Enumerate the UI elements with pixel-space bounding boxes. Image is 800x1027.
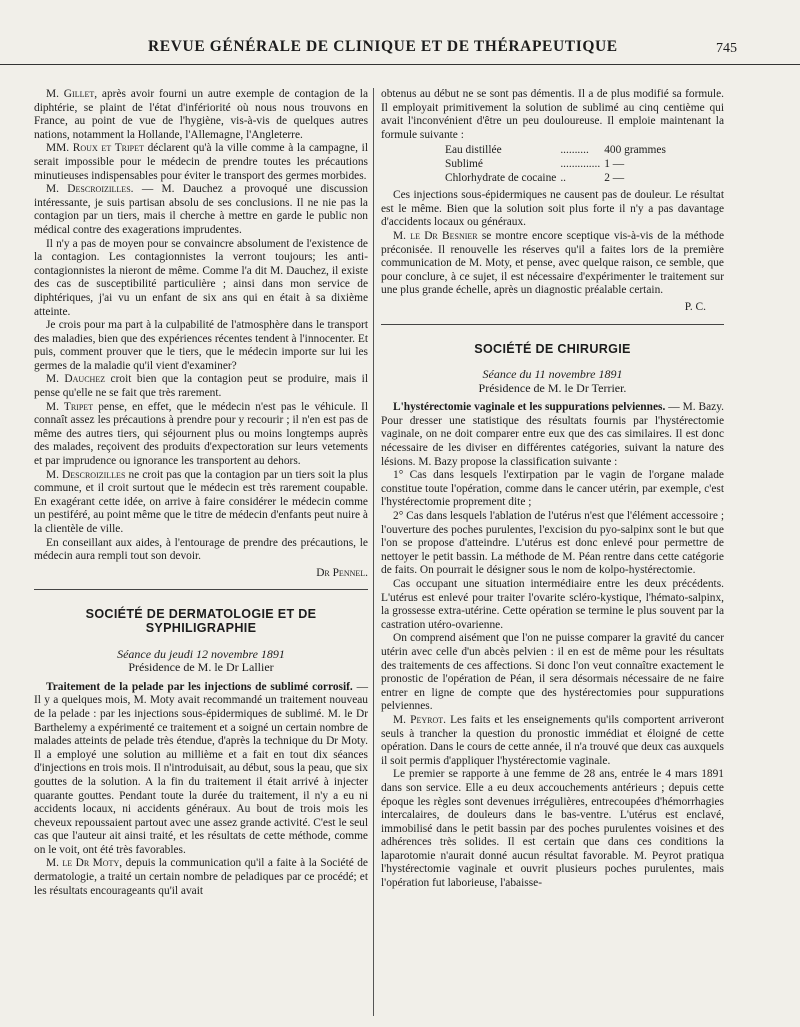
paragraph bbox=[381, 714, 724, 768]
right-column bbox=[381, 88, 724, 891]
speaker-name: M. Dauchez bbox=[46, 373, 106, 386]
session-date: Séance du 11 novembre 1891 bbox=[482, 367, 623, 382]
leader-dots: .. bbox=[560, 171, 567, 184]
paragraph: obtenus au début ne se sont pas démentis. Il a de plus modifié sa formule. Il employait primitivement la solution de sublimé au cinq centième qui avait l'inconvénient d'être un peu douloureuse. Il emploie maintenant la formule suivante : bbox=[381, 88, 724, 141]
ingredient-qty: 400 grammes bbox=[604, 144, 666, 157]
paragraph: En conseillant aux aides, à l'entourage de prendre des précautions, le médecin aura rempli tout son devoir. bbox=[34, 536, 368, 563]
ingredient-name: Chlorhydrate de cocaine bbox=[445, 171, 557, 184]
speaker-name: M. Gillet bbox=[46, 88, 95, 100]
paragraph bbox=[34, 469, 368, 537]
section-rule bbox=[34, 589, 368, 590]
paragraph: Il n'y a pas de moyen pour se convaincre absolument de l'existence de la contagion. Les contagionnistes la verront toujours; les anti-contagionnistes la nieront de même. Comme l'a dit M. Dauchez, il existe des cas de susceptibilité particulière ; ainsi dans mon service de diphtériques, j'ai vu un enfant de six ans qui en était à sa dixième atteinte. bbox=[34, 237, 368, 318]
paragraph-text: — M. Bazy. Pour dresser une statistique des résultats fournis par l'hystérectomie vaginale, on ne doit comparer entre eux que des cas similaires. Il est donc nécessaire de les diviser en différentes catégories, suivant la nature des lésions. M. Bazy propose la classification suivante : bbox=[381, 401, 725, 468]
ingredient-name: Eau distillée bbox=[445, 144, 502, 157]
column-divider bbox=[373, 88, 374, 1016]
paragraph: Le premier se rapporte à une femme de 28 ans, entrée le 4 mars 1891 dans son service. Elle a eu deux accouchements antérieurs ; depuis cette époque les règles sont devenues irrégulières, entrecoupées d'hémorrhagies intercalaires, de douleurs dans le bas-ventre. L'utérus est enclavé, immobilisé dans le petit bassin par des poches purulentes voisines et des adhérences très solides. Il est certain que dans ces conditions la laparotomie n'aurait donné aucun résultat favorable. M. Peyrot pratiqua l'hystérectomie vaginale et ouvrit plusieurs poches purulentes, mais l'opération fut laborieuse, l'abaisse- bbox=[381, 768, 724, 890]
paragraph-text: , depuis la communication qu'il a faite à la Société de dermatologie, a traité un certain nombre de peladiques par ce procédé; et les résultats encourageants qu'il avait bbox=[34, 857, 368, 897]
paragraph-text: Les faits et les enseignements qu'ils comportent arriveront seuls à trancher la question du pronostic immédiat et éloigné de cette opération. Dans le cours de cette année, il n'a trouvé que deux cas auxquels il soit permis d'appliquer l'hystérectomie vaginale. bbox=[381, 713, 725, 767]
paragraph bbox=[34, 681, 368, 858]
paragraph: Cas occupant une situation intermédiaire entre les deux précédents. L'utérus est enlevé pour traiter l'ovarite scléro-kystique, l'hémato-salpinx, la grossesse extra-utérine. Cette opération se termine le plus souvent par la castration utéro-ovarienne. bbox=[381, 578, 724, 631]
speaker-name: M. Descroizilles bbox=[46, 468, 126, 481]
paragraph-text: — M. Dauchez a provoqué une discussion intéressante, je suis partisan absolu de ses conclusions. Il ne nie pas la contagion par un tiers, mais il cherche à mettre en garde le public non médical contre des exagerations imprudentes. bbox=[34, 183, 368, 236]
paragraph bbox=[381, 401, 724, 469]
paragraph bbox=[34, 857, 368, 898]
article-lead: Traitement de la pelade par les injections de sublimé corrosif. bbox=[46, 680, 353, 693]
formula-row bbox=[445, 172, 670, 186]
ingredient-qty: 1 — bbox=[604, 157, 625, 170]
formula-row bbox=[445, 158, 670, 172]
paragraph: 2° Cas dans lesquels l'ablation de l'utérus n'est que l'élément accessoire ; l'ouverture des poches purulentes, l'excision du pyo-salpinx sont le but que l'on se propose d'atteindre. L'utérus est donc enlevé pour permettre de nettoyer le petit bassin. La méthode de M. Péan rentre dans cette catégorie de faits. On pourrait le désigner sous le nom de kolpo-hystérectomie. bbox=[381, 510, 724, 577]
left-column bbox=[34, 88, 368, 898]
paragraph-text: pense, en effet, que le médecin n'est pas le véhicule. Il connaît assez les précautions à prendre pour y recourir ; il n'en est pas de même des autres tiers, qui séjournent plus ou moins longtemps auprès des malades, reçoivent des produits d'expectoration sur leurs vetements et par imprudence ou ignorance les transportent au dehors. bbox=[34, 400, 368, 468]
speaker-name: M. Peyrot. bbox=[393, 713, 446, 726]
paragraph: Ces injections sous-épidermiques ne causent pas de douleur. Le résultat est le même. Bien que la solution soit plus forte il n'y a pas davantage d'accidents locaux ou généraux. bbox=[381, 189, 724, 229]
page-header bbox=[0, 30, 800, 65]
paragraph: On comprend aisément que l'on ne puisse comparer la gravité du cancer utérin avec celle d'un abcès pelvien : il en est de même pour les résultats des traitements de ces affections. Si donc l'on veut connaître exactement le pronostic de l'opération de Péan, il sera désormais nécessaire de ne faire entrer en ligne de compte que des hystérectomies pour suppurations pelviennes. bbox=[381, 632, 724, 713]
section-rule bbox=[381, 324, 724, 325]
leader-dots: .............. bbox=[560, 157, 601, 170]
paragraph bbox=[34, 88, 368, 142]
presidency-line: Présidence de M. le Dr Terrier. bbox=[478, 380, 627, 395]
formula-table bbox=[445, 144, 670, 185]
speaker-name: M. Descroizilles. bbox=[46, 183, 134, 196]
signature: P. C. bbox=[684, 300, 706, 313]
paragraph-text: se montre encore sceptique vis-à-vis de la méthode préconisée. Il renouvelle les réserves qu'il a faites lors de la première communication de M. Moty, et pense, avec quelque raison, ce semble, que pour conclure, à ce sujet, il est nécessaire d'expérimenter le traitement sur une plus grande échelle, après un diagnostic préalable certain. bbox=[381, 229, 724, 297]
paragraph-text: déclarent qu'à la ville comme à la campagne, il serait impossible pour le médecin de prendre toutes les précautions minutieuses indispensables pour éviter le transport des germes morbides. bbox=[34, 142, 368, 182]
society-heading: SOCIÉTÉ DE DERMATOLOGIE ET DE SYPHILIGRAPHIE bbox=[85, 607, 317, 635]
speaker-name: M. le Dr Besnier bbox=[393, 229, 478, 242]
paragraph-text: croit bien que la contagion peut se produire, mais il pense qu'elle ne se fait que très rarement. bbox=[34, 373, 368, 400]
speaker-name: M. Tripet bbox=[46, 400, 94, 413]
paragraph bbox=[34, 142, 368, 183]
paragraph bbox=[34, 183, 368, 237]
paragraph-text: — Il y a quelques mois, M. Moty avait recommandé un traitement nouveau de la pelade : par les injections sous-épidermiques de sublimé. M. le Dr Barthelemy a expérimenté ce traitement et a soigné un certain nombre de malades atteints de pelade très étendue, d'après la technique du Dr Moty. Il a employé une solution au millième et a fait en tout dix séances d'injections en trois mois. Il n'introduisait, au début, sous la peau, que six gouttes de la solution. A la fin du traitement il était arrivé à injecter quarante gouttes. Pendant toute la durée du traitement, il n'y a eu ni accidents locaux, ni accidents généraux. Au bout de trois mois les cheveux repoussaient partout avec une assez grande activité. C'est le seul cas que l'auteur ait ainsi traité, et les résultats de cette méthode, comme on le voit, ont été très favorables. bbox=[34, 680, 368, 856]
paragraph bbox=[34, 373, 368, 400]
formula-row bbox=[445, 144, 670, 158]
paragraph: Je crois pour ma part à la culpabilité de l'atmosphère dans le transport des maladies, bien que des expériences récentes tendent à l'innocenter. Et puis, comment prouver que le tiers, que le médecin importe sur lui les germes de la maladie qu'il vient d'examiner? bbox=[34, 319, 368, 372]
session-date: Séance du jeudi 12 novembre 1891 bbox=[117, 646, 285, 661]
speaker-name: MM. Roux et Tripet bbox=[46, 142, 144, 155]
page-number: 745 bbox=[716, 41, 737, 56]
paragraph-text: ne croit pas que la contagion par un tiers soit la plus commune, et il croit surtout que le médecin est très rarement coupable. En exagérant cette idée, on arrive à faire considérer le médecin comme un pestiféré, au point même que le titre de médecin d'enfants peut nuire à la clientèle de ville. bbox=[34, 468, 368, 535]
running-title: REVUE GÉNÉRALE DE CLINIQUE ET DE THÉRAPEUTIQUE bbox=[148, 38, 618, 55]
society-heading: SOCIÉTÉ DE CHIRURGIE bbox=[474, 341, 631, 356]
paragraph-text: , après avoir fourni un autre exemple de contagion de la diphtérie, se plaint de l'état d'infériorité où nous nous trouvons en France, au point de vue de l'hygiène, vis-à-vis de quelques autres nations, notamment la Hollande, l'Allemagne, l'Angleterre. bbox=[34, 88, 368, 141]
ingredient-qty: 2 — bbox=[604, 171, 625, 184]
leader-dots: .......... bbox=[560, 144, 589, 157]
paragraph bbox=[34, 401, 368, 469]
signature: Dr Pennel. bbox=[316, 566, 368, 579]
ingredient-name: Sublimé bbox=[445, 157, 483, 170]
article-lead: L'hystérectomie vaginale et les suppurations pelviennes. bbox=[393, 401, 666, 414]
paragraph: 1° Cas dans lesquels l'extirpation par le vagin de l'organe malade constitue toute l'opération, comme dans le cancer utérin, par exemple, c'est l'hystérectomie proprement dite ; bbox=[381, 469, 724, 509]
speaker-name: M. le Dr Moty bbox=[46, 857, 120, 870]
paragraph bbox=[381, 230, 724, 298]
presidency-line: Présidence de M. le Dr Lallier bbox=[128, 660, 274, 675]
